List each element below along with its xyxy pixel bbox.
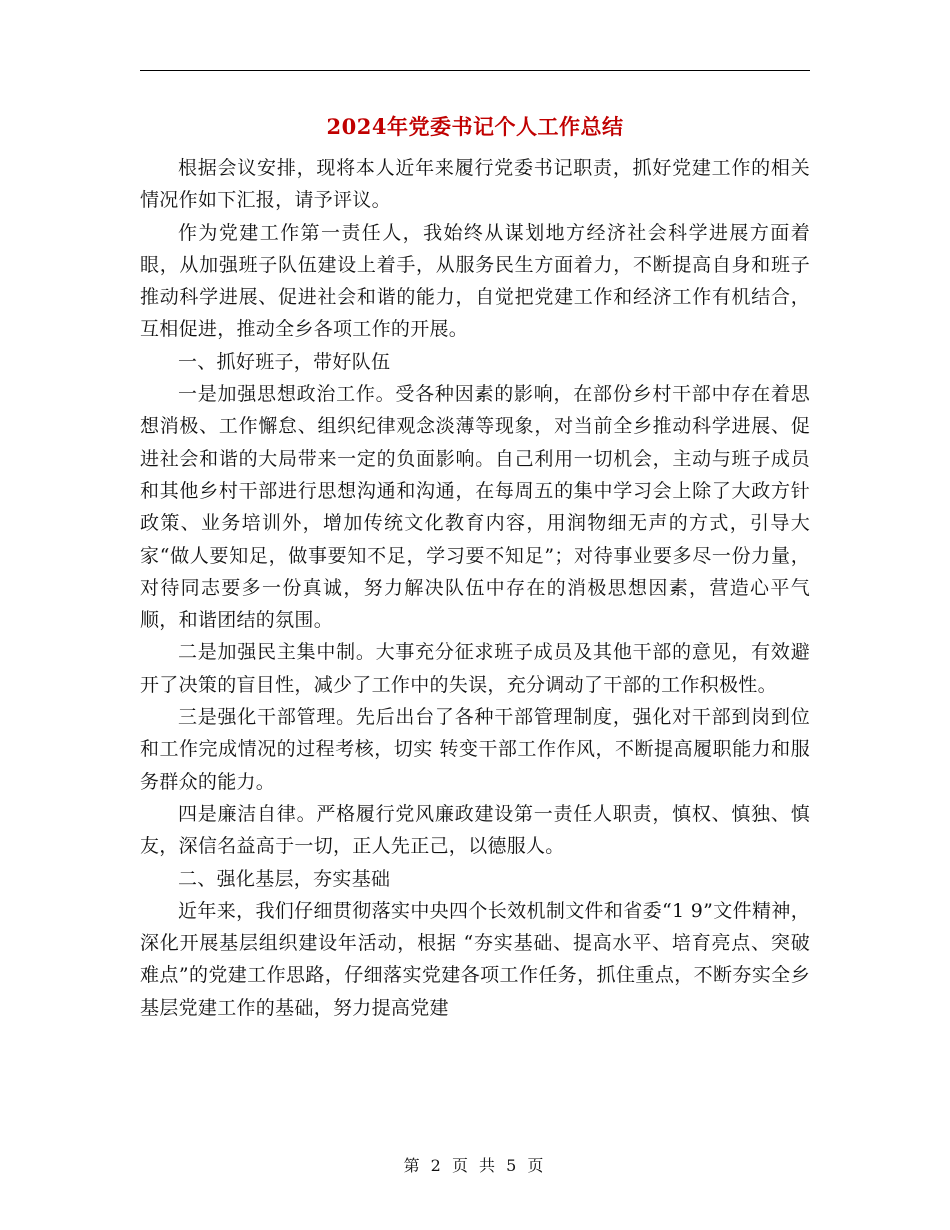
- document-title: 2024年党委书记个人工作总结: [326, 114, 624, 139]
- paragraph-democracy: 二是加强民主集中制。大事充分征求班子成员及其他干部的意见，有效避开了决策的盲目性，减少了工作中的失误，充分调动了干部的工作积极性。: [140, 641, 810, 696]
- header-rule: [140, 70, 810, 71]
- document-body: [140, 152, 810, 1024]
- paragraph-responsibility: 作为党建工作第一责任人，我始终从谋划地方经济社会科学进展方面着眼，从加强班子队伍建设上着手，从服务民生方面着力，不断提高自身和班子推动科学进展、促进社会和谐的能力，自觉把党建工作和经济工作有机结合，互相促进，推动全乡各项工作的开展。: [140, 221, 810, 341]
- paragraph-intro: 根据会议安排，现将本人近年来履行党委书记职责，抓好党建工作的相关情况作如下汇报，请予评议。: [140, 157, 810, 212]
- paragraph-ideology: 一是加强思想政治工作。受各种因素的影响，在部份乡村干部中存在着思想消极、工作懈怠、组织纪律观念淡薄等现象，对当前全乡推动科学进展、促进社会和谐的大局带来一定的负面影响。自己利用一切机会，主动与班子成员和其他乡村干部进行思想沟通和沟通，在每周五的集中学习会上除了大政方针政策、业务培训外，增加传统文化教育内容，用润物细无声的方式，引导大家“做人要知足，做事要知不足，学习要不知足”；对待事业要多尽一份力量，对待同志要多一份真诚，努力解决队伍中存在的消极思想因素，营造心平气顺，和谐团结的氛围。: [140, 383, 810, 632]
- paragraph-integrity: 四是廉洁自律。严格履行党风廉政建设第一责任人职责，慎权、慎独、慎友，深信名益高于一切，正人先正己，以德服人。: [140, 802, 810, 858]
- section-heading-grassroots: 二、强化基层，夯实基础: [178, 867, 391, 890]
- page-number: 第 2 页 共 5 页: [403, 1156, 547, 1175]
- section-heading-team: 一、抓好班子，带好队伍: [178, 350, 391, 373]
- paragraph-management: 三是强化干部管理。先后出台了各种干部管理制度，强化对干部到岗到位和工作完成情况的过程考核，切实 转变干部工作作风，不断提高履职能力和服务群众的能力。: [140, 706, 810, 793]
- paragraph-grassroots: 近年来，我们仔细贯彻落实中央四个长效机制文件和省委“1 9”文件精神，深化开展基层组织建设年活动，根据 “夯实基础、提高水平、培育亮点、突破难点”的党建工作思路，仔细落实党建各项工作任务，抓住重点，不断夯实全乡基层党建工作的基础，努力提高党建: [140, 899, 810, 1019]
